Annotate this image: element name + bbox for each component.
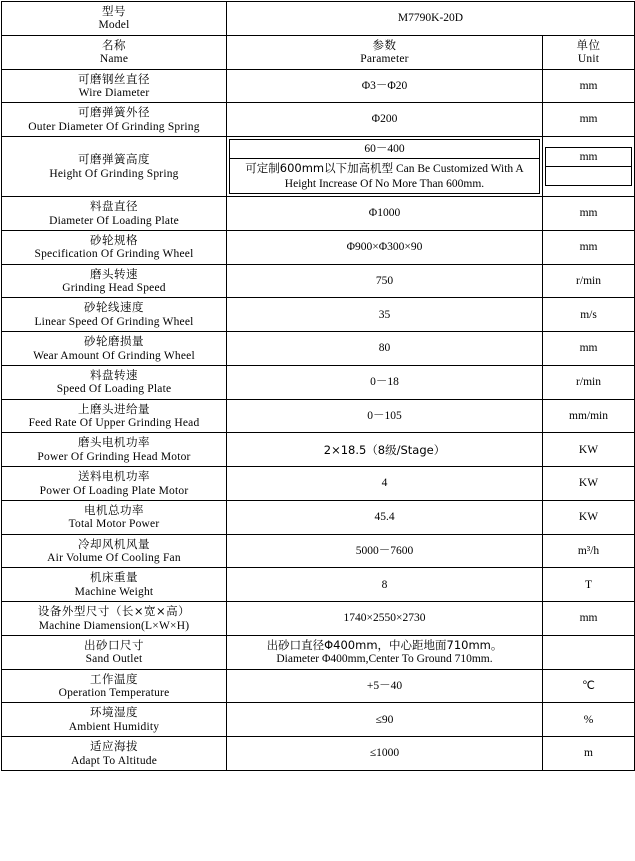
- row-label: [2, 703, 227, 737]
- row-label: [2, 467, 227, 501]
- row-label-en: Model: [98, 19, 130, 32]
- row-label-cn: 出砂口尺寸: [84, 637, 144, 652]
- row-label: [2, 737, 227, 771]
- row-label: [2, 433, 227, 467]
- row-unit-split: [543, 137, 635, 197]
- row-label-en: Height Of Grinding Spring: [49, 167, 179, 180]
- table-row: [2, 534, 635, 568]
- table-row: [2, 568, 635, 602]
- row-label-cn: 料盘转速: [90, 367, 138, 382]
- row-label: [2, 635, 227, 669]
- row-label-cn: 磨头转速: [90, 266, 138, 281]
- row-value: 5000－7600: [227, 534, 543, 568]
- row-value-note-en: Can Be Customized With A Height Increase Of No More Than 600mm.: [284, 163, 524, 190]
- row-value-primary: 60－400: [230, 140, 540, 159]
- header-name-en: Name: [99, 53, 129, 66]
- table-row: [2, 602, 635, 636]
- row-label-en: Wire Diameter: [78, 86, 150, 99]
- row-value-model: M7790K-20D: [227, 2, 635, 36]
- row-unit: mm: [543, 230, 635, 264]
- row-value-cn: 出砂口直径Φ400mm，中心距地面710mm。: [266, 637, 503, 652]
- table-row: [2, 197, 635, 231]
- row-value: Φ1000: [227, 197, 543, 231]
- row-label: [2, 365, 227, 399]
- header-unit-en: Unit: [577, 53, 600, 66]
- row-value-note: [230, 159, 540, 194]
- row-value: Φ900×Φ300×90: [227, 230, 543, 264]
- row-unit: ℃: [543, 669, 635, 703]
- row-label-en: Diameter Of Loading Plate: [49, 214, 179, 227]
- row-unit: mm: [543, 69, 635, 103]
- row-label-en: Ambient Humidity: [68, 720, 160, 733]
- table-row: [2, 103, 635, 137]
- row-value: 80: [227, 332, 543, 366]
- row-unit: m/s: [543, 298, 635, 332]
- row-unit: mm: [543, 103, 635, 137]
- row-label-en: Operation Temperature: [58, 687, 170, 699]
- row-label-cn: 可磨钢丝直径: [78, 71, 150, 86]
- header-param-en: Parameter: [360, 53, 409, 66]
- table-row: [2, 399, 635, 433]
- row-value: +5－40: [227, 669, 543, 703]
- row-label: [2, 137, 227, 197]
- table-row: [2, 433, 635, 467]
- table-row: [2, 332, 635, 366]
- row-label: [2, 69, 227, 103]
- row-label-en: Machine Weight: [74, 585, 154, 598]
- row-label-en: Power Of Loading Plate Motor: [39, 484, 189, 497]
- header-name-cell: [2, 35, 227, 69]
- row-label-cn: 适应海拔: [90, 739, 138, 754]
- row-label: [2, 230, 227, 264]
- row-label-cn: 冷却风机风量: [78, 536, 150, 551]
- table-row: [2, 467, 635, 501]
- row-label-cn: 上磨头进给量: [78, 401, 150, 416]
- row-label-cn: 料盘直径: [90, 199, 138, 214]
- row-unit: mm: [543, 332, 635, 366]
- row-value: 8: [227, 568, 543, 602]
- row-label-en: Feed Rate Of Upper Grinding Head: [28, 417, 200, 429]
- row-label-cn: 可磨弹簧外径: [78, 105, 150, 120]
- table-row-spring-height: [2, 137, 635, 197]
- row-value: 0－18: [227, 365, 543, 399]
- row-unit: r/min: [543, 365, 635, 399]
- row-value-en: Diameter Φ400mm,Center To Ground 710mm.: [276, 653, 493, 666]
- row-label: [2, 103, 227, 137]
- row-value: 2×18.5（8级/Stage）: [227, 433, 543, 467]
- row-unit: KW: [543, 433, 635, 467]
- row-value-split: [227, 137, 543, 197]
- row-unit: %: [543, 703, 635, 737]
- row-value: 0－105: [227, 399, 543, 433]
- row-unit: mm: [546, 147, 632, 166]
- row-label: [2, 197, 227, 231]
- row-label-cn: 型号: [102, 4, 126, 18]
- row-label-model: [2, 2, 227, 36]
- table-row: [2, 365, 635, 399]
- row-unit: T: [543, 568, 635, 602]
- row-unit: mm: [543, 197, 635, 231]
- header-unit-cn: 单位: [576, 37, 601, 52]
- row-label-en: Sand Outlet: [85, 653, 143, 666]
- table-row-model: [2, 2, 635, 36]
- row-label: [2, 602, 227, 636]
- header-param-cell: [227, 35, 543, 69]
- row-label-en: Wear Amount Of Grinding Wheel: [33, 349, 195, 362]
- row-unit: mm/min: [543, 399, 635, 433]
- table-row: [2, 500, 635, 534]
- table-row: [2, 737, 635, 771]
- table-row: [2, 703, 635, 737]
- table-row: [2, 669, 635, 703]
- row-label-en: Outer Diameter Of Grinding Spring: [28, 120, 200, 133]
- row-unit: [543, 635, 635, 669]
- row-label-en: Speed Of Loading Plate: [56, 383, 172, 396]
- table-row: [2, 230, 635, 264]
- row-value: ≤1000: [227, 737, 543, 771]
- row-value-note-cn: 可定制600mm以下加高机型: [245, 161, 394, 176]
- row-unit: KW: [543, 467, 635, 501]
- row-label-en: Machine Diamension(L×W×H): [38, 619, 190, 632]
- row-value: Φ200: [227, 103, 543, 137]
- row-label: [2, 298, 227, 332]
- row-label: [2, 568, 227, 602]
- row-label-cn: 工作温度: [90, 671, 138, 686]
- specification-table: [1, 1, 635, 771]
- row-label: [2, 500, 227, 534]
- row-unit: m: [543, 737, 635, 771]
- table-row: [2, 69, 635, 103]
- header-unit-cell: [543, 35, 635, 69]
- table-row: [2, 264, 635, 298]
- row-label-cn: 环境湿度: [90, 705, 138, 720]
- row-label-en: Grinding Head Speed: [62, 282, 166, 294]
- table-row: [2, 298, 635, 332]
- split-value-table: [229, 139, 540, 194]
- row-unit: KW: [543, 500, 635, 534]
- row-unit: mm: [543, 602, 635, 636]
- row-label-en: Air Volume Of Cooling Fan: [47, 552, 181, 564]
- row-label: [2, 399, 227, 433]
- row-value: 4: [227, 467, 543, 501]
- row-label-cn: 电机总功率: [84, 502, 144, 517]
- row-label-cn: 机床重量: [90, 570, 138, 585]
- row-unit-empty: [546, 167, 632, 186]
- row-label-cn: 送料电机功率: [78, 469, 150, 484]
- row-label-en: Total Motor Power: [68, 518, 160, 531]
- row-label-en: Power Of Grinding Head Motor: [37, 450, 191, 463]
- header-param-cn: 参数: [372, 37, 397, 52]
- row-label: [2, 264, 227, 298]
- row-value: 35: [227, 298, 543, 332]
- table-body: [2, 2, 635, 771]
- row-value: Φ3－Φ20: [227, 69, 543, 103]
- row-label-cn: 可磨弹簧高度: [78, 152, 150, 167]
- row-label: [2, 332, 227, 366]
- row-value: 750: [227, 264, 543, 298]
- row-label-en: Adapt To Altitude: [70, 754, 158, 767]
- row-label-cn: 砂轮线速度: [84, 300, 144, 315]
- row-value: [227, 635, 543, 669]
- row-value: 1740×2550×2730: [227, 602, 543, 636]
- row-label: [2, 534, 227, 568]
- row-unit: m³/h: [543, 534, 635, 568]
- table-row-header: [2, 35, 635, 69]
- row-label-cn: 设备外型尺寸（长×宽×高）: [37, 604, 191, 619]
- row-label-cn: 砂轮磨损量: [84, 334, 144, 349]
- row-label-en: Specification Of Grinding Wheel: [34, 248, 194, 261]
- row-label-en: Linear Speed Of Grinding Wheel: [34, 315, 194, 328]
- row-unit: r/min: [543, 264, 635, 298]
- row-label: [2, 669, 227, 703]
- split-unit-table: [545, 147, 632, 187]
- row-label-cn: 磨头电机功率: [78, 435, 150, 450]
- header-name-cn: 名称: [102, 37, 126, 52]
- row-value: 45.4: [227, 500, 543, 534]
- table-row-sand-outlet: [2, 635, 635, 669]
- row-value: ≤90: [227, 703, 543, 737]
- row-label-cn: 砂轮规格: [90, 232, 138, 247]
